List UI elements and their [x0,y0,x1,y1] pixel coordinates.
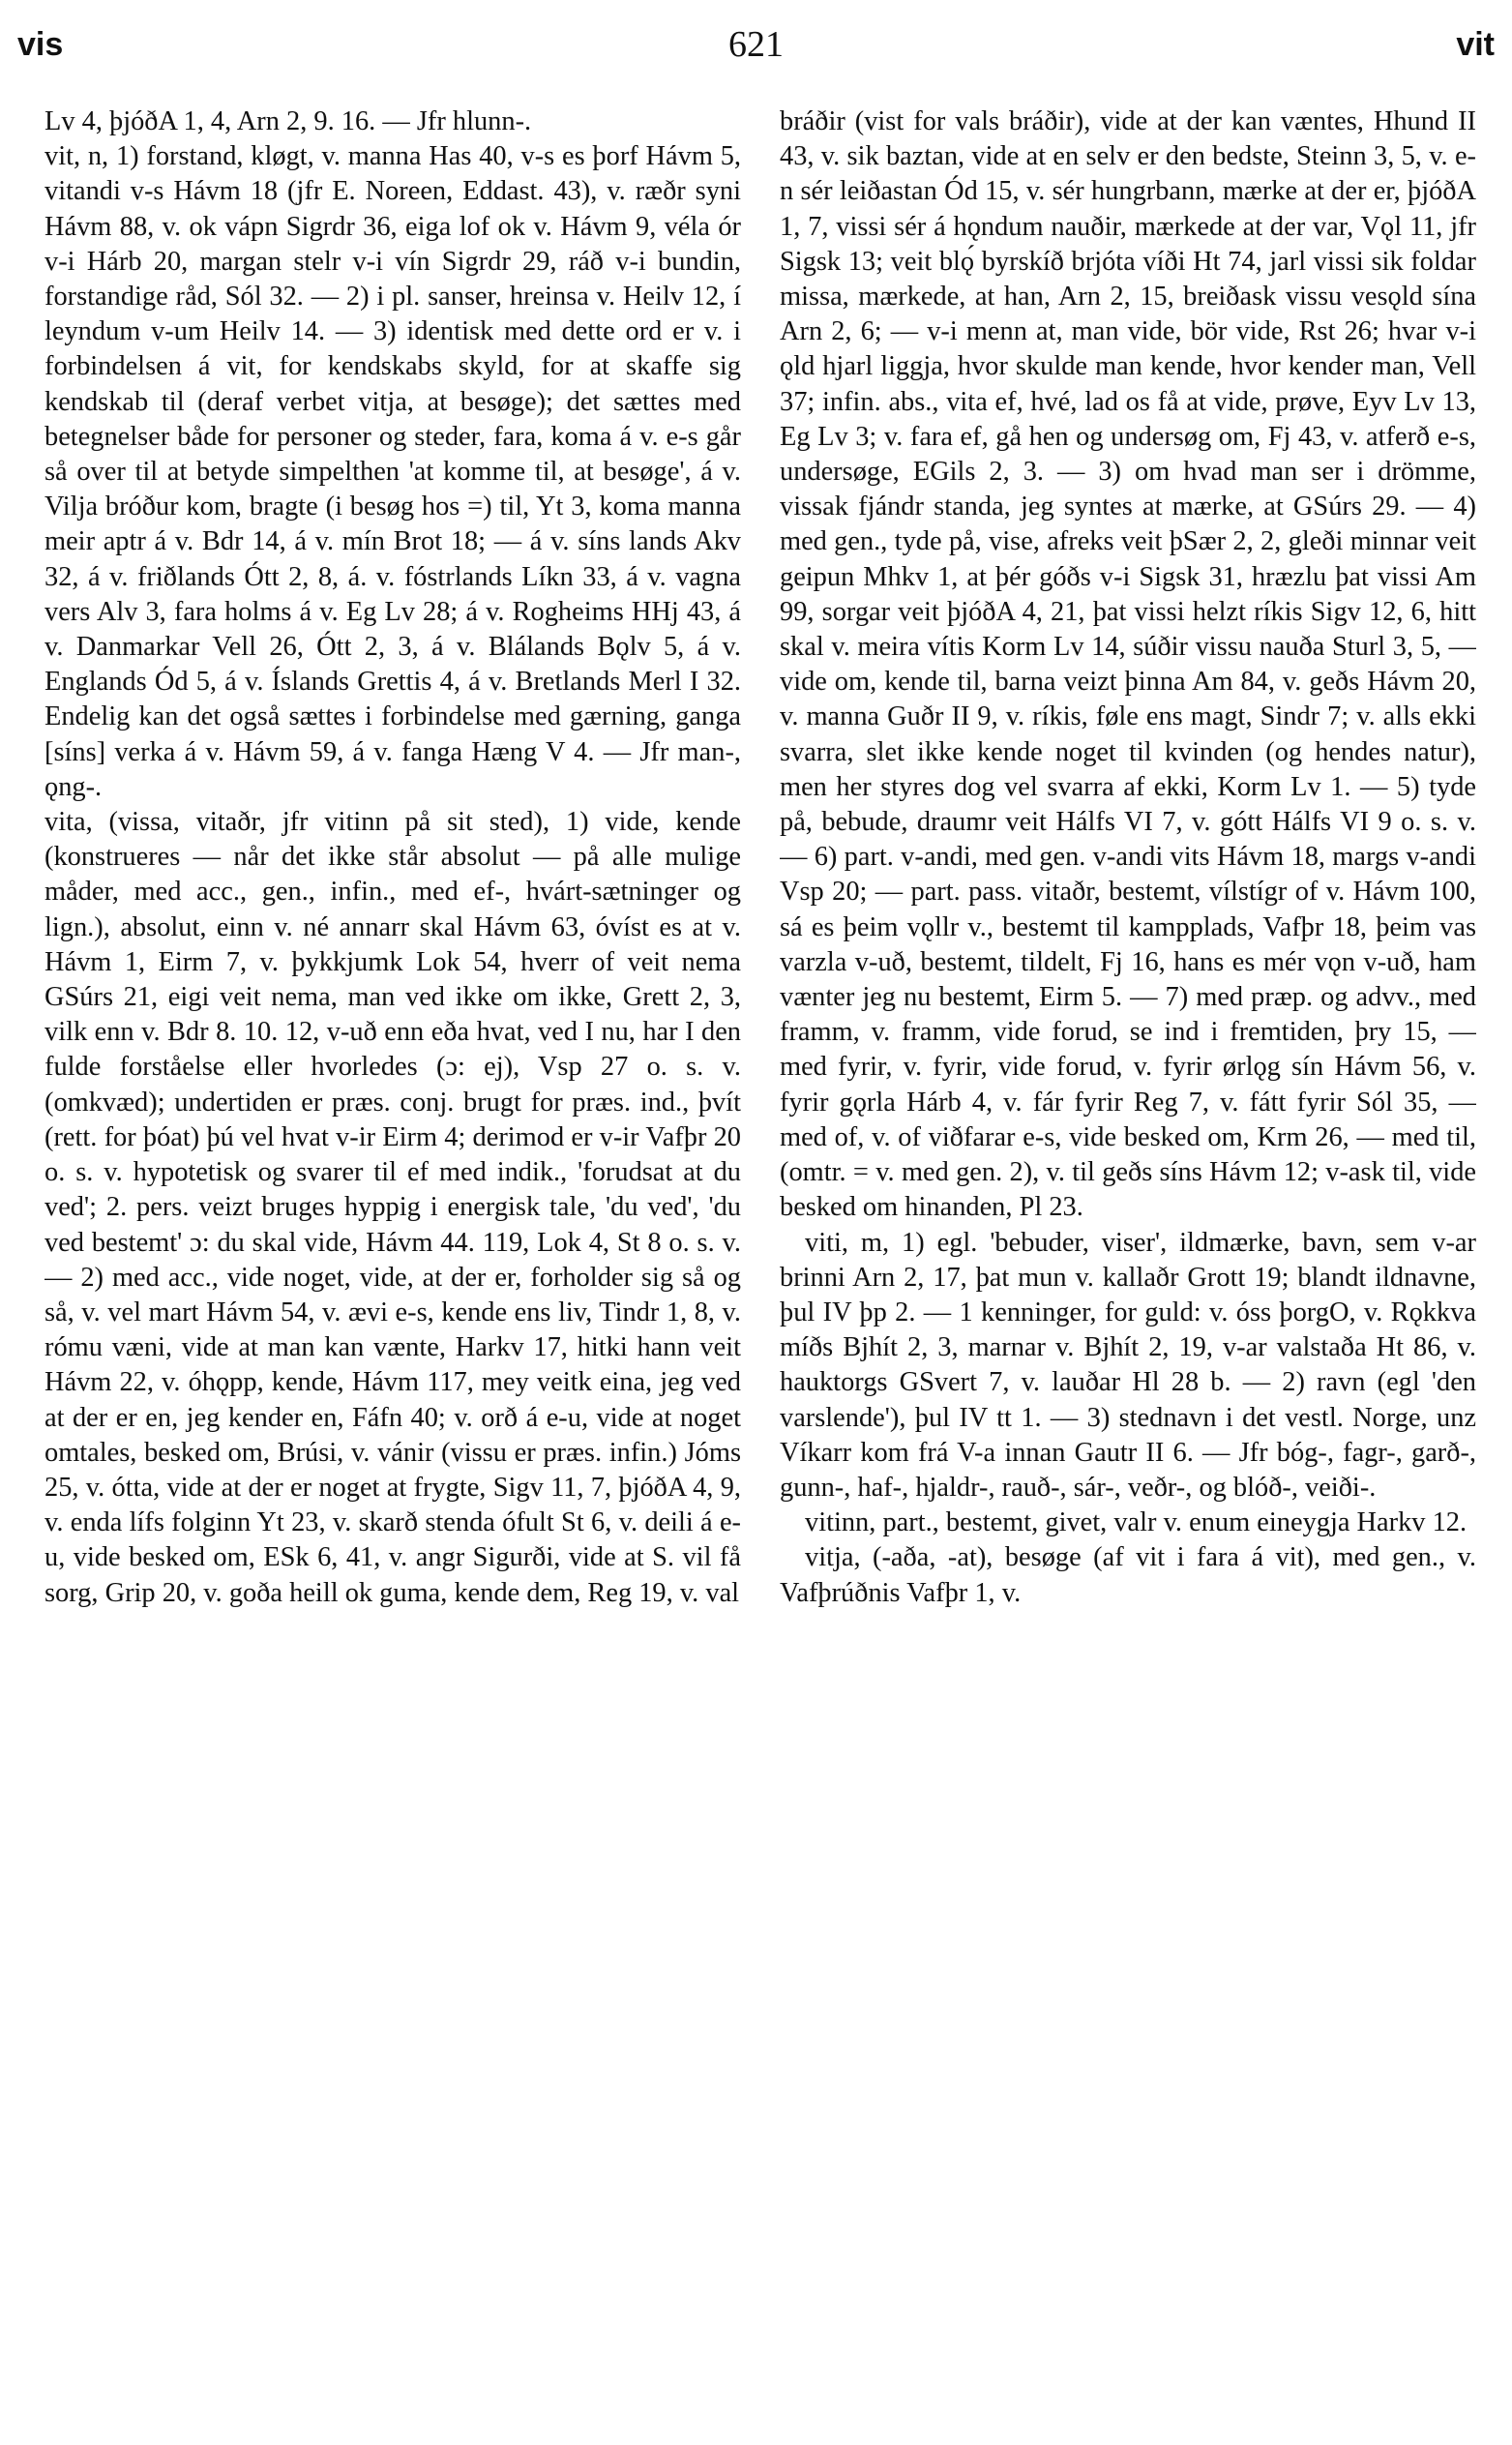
page-header [0,17,1512,72]
page-number: 621 [728,24,784,65]
entry-viti: viti, m, 1) egl. 'bebuder, viser', ildmærke, bavn, sem v-ar brinni Arn 2, 17, þat mun v. kallaðr Grott 19; blandt ildnavne, þul IV þp 2. — 1 kenninger, for guld: v. óss þorgO, v. Rǫkkva míðs Bjhít 2, 3, marnar v. Bjhít 2, 19, v-ar valstaða Ht 86, v. hauktorgs GSvert 7, v. lauðar Hl 28 b. — 2) ravn (egl 'den varslende'), þul IV tt 1. — 3) stednavn i det vestl. Norge, unz Víkarr kom frá V-a innan Gautr II 6. — Jfr bóg-, fagr-, garð-, gunn-, haf-, hjaldr-, rauð-, sár-, veðr-, og blóð-, veiði-. [780,1227,1476,1503]
entry-vita-continued: bráðir (vist for vals bráðir), vide at der kan væntes, Hhund II 43, v. sik baztan, vide at en selv er den bedste, Steinn 3, 5, v. e-n sér leiðastan Ód 15, v. sér hungrbann, mærke at der er, þjóðA 1, 7, vissi sér á hǫndum nauðir, mærkede at der var, Vǫl 11, jfr Sigsk 13; veit blǫ́ byrskíð brjóta víði Ht 74, jarl vissi sik foldar missa, mærkede, at han, Arn 2, 15, breiðask vissu vesǫld sína Arn 2, 6; — v-i menn at, man vide, bör vide, Rst 26; hvar v-i ǫld hjarl liggja, hvor skulde man kende, hvor kender man, Vell 37; infin. abs., vita ef, hvé, lad os få at vide, prøve, Eyv Lv 13, Eg Lv 3; v. fara ef, gå hen og undersøg om, Fj 43, v. atferð e-s, undersøge, EGils 2, 3. — 3) om hvad man ser i drömme, vissak fjándr standa, jeg syntes at mærke, at GSúrs 29. — 4) med gen., tyde på, vise, afreks veit þSær 2, 2, gleði minnar veit geipun Mhkv 1, at þér góðs v-i Sigsk 31, hræzlu þat vissi Am 99, sorgar veit þjóðA 4, 21, þat vissi helzt ríkis Sigv 12, 6, hitt skal v. meira vítis Korm Lv 14, súðir vissu nauða Sturl 3, 5, — vide om, kende til, barna veizt þinna Am 84, v. geðs Hávm 20, v. manna Guðr II 9, v. ríkis, føle ens magt, Sindr 7; v. alls ekki svarra, slet ikke kende noget til kvinden (og hendes natur), men her styres dog vel svarra af ekki, Korm Lv 1. — 5) tyde på, bebude, draumr veit Hálfs VI 7, v. gótt Hálfs VI 9 o. s. v. — 6) part. v-andi, med gen. v-andi vits Hávm 18, margs v-andi Vsp 20; — part. pass. vitaðr, bestemt, vílstígr of v. Hávm 100, sá es þeim vǫllr v., bestemt til kampplads, Vafþr 18, þeim vas varzla v-uð, bestemt, tildelt, Fj 16, hans es mér vǫn v-uð, ham vænter jeg nu bestemt, Eirm 5. — 7) med præp. og advv., med framm, v. framm, vide forud, se ind i fremtiden, þry 15, — med fyrir, v. fyrir, vide forud, v. fyrir ørlǫg sín Hávm 56, v. fyrir gǫrla Hárb 4, v. fár fyrir Reg 7, v. fátt fyrir Sól 35, — med of, v. of viðfarar e-s, vide besked om, Krm 26, — med til, (omtr. = v. med gen. 2), v. til geðs síns Hávm 12; v-ask til, vide besked om hinanden, Pl 23. [780,106,1476,1223]
header-right-guide-word: vit [1456,26,1495,63]
entry-vita: vita, (vissa, vitaðr, jfr vitinn på sit sted), 1) vide, kende (konstrueres — når det ikke står absolut — på alle mulige måder, med acc., gen., infin., med ef-, hvárt-sætninger og lign.), absolut, einn v. né annarr skal Hávm 63, óvíst es at v. Hávm 1, Eirm 7, v. þykkjumk Lok 54, hverr of veit nema GSúrs 21, eigi veit nema, man ved ikke om ikke, Grett 2, 3, vilk enn v. Bdr 8. 10. 12, v-uð enn eða hvat, ved I nu, har I den fulde forståelse eller hvorledes (ɔ: ej), Vsp 27 o. s. v. (omkvæd); undertiden er præs. conj. brugt for præs. ind., þvít (rett. for þóat) þú vel hvat v-ir Eirm 4; derimod er v-ir Vafþr 20 o. s. v. hypotetisk og svarer til ef med indik., 'forudsat at du ved'; 2. pers. veizt bruges hyppig i energisk tale, 'du ved', 'du ved bestemt' ɔ: du skal vide, Hávm 44. 119, Lok 4, St 8 o. s. v. — 2) med acc., vide noget, vide, at der er, forholder sig så og så, v. vel mart Hávm 54, v. ævi e-s, kende ens liv, Tindr 1, 8, v. rómu væni, vide at man kan vænte, Harkv 17, hitki hann veit Hávm 22, v. óhǫpp, kende, Hávm 117, mey veitk eina, jeg ved at der er en, jeg kender en, Fáfn 40; v. orð á e-u, vide at noget omtales, besked om, Brúsi, v. vánir (vissu er præs. infin.) Jóms 25, v. ótta, vide at der er noget at frygte, Sigv 11, 7, þjóðA 4, 9, v. enda lífs folginn Yt 23, v. skarð stenda ófult St 6, v. deili á e-u, vide besked om, ESk 6, 41, v. angr Sigurði, vide at S. vil få sorg, Grip 20, v. goða heill ok guma, kende dem, Reg 19, v. val [44,807,741,1608]
entry-vit: vit, n, 1) forstand, kløgt, v. manna Has 40, v-s es þorf Hávm 5, vitandi v-s Hávm 18 (jfr E. Noreen, Eddast. 43), v. ræðr syni Hávm 88, v. ok vápn Sigrdr 36, eiga lof ok v. Hávm 9, véla ór v-i Hárb 20, margan stelr v-i vín Sigrdr 29, ráð v-i bundin, forstandige råd, Sól 32. — 2) i pl. sanser, hreinsa v. Heilv 12, í leyndum v-um Heilv 14. — 3) identisk med dette ord er v. i forbindelsen á vit, for kendskabs skyld, for at skaffe sig kendskab til (deraf verbet vitja, at besøge); det sættes med betegnelser både for personer og steder, fara, koma á v. e-s går så over til at betyde simpelthen 'at komme til, at besøge', á v. Vilja bróður kom, bragte (i besøg hos =) til, Yt 3, koma manna meir aptr á v. Bdr 14, á v. mín Brot 18; — á v. síns lands Akv 32, á v. friðlands Ótt 2, 8, á. v. fóstrlands Líkn 33, á v. vagna vers Alv 3, fara holms á v. Eg Lv 28; á v. Rogheims HHj 43, á v. Danmarkar Vell 26, Ótt 2, 3, á v. Blálands Bǫlv 5, á v. Englands Ód 5, á v. Íslands Grettis 4, á v. Bretlands Merl I 32. Endelig kan det også sættes i forbindelse med gærning, ganga [síns] verka á v. Hávm 59, á v. fanga Hæng V 4. — Jfr man-, ǫng-. [44,141,741,802]
right-column [780,104,1476,2427]
entry-continuation: Lv 4, þjóðA 1, 4, Arn 2, 9. 16. — Jfr hlunn-. [44,106,532,136]
header-left-guide-word: vis [17,26,64,63]
left-column [44,104,741,2427]
entry-vitinn: vitinn, part., bestemt, givet, valr v. enum eineygja Harkv 12. [805,1507,1468,1538]
entry-vitja: vitja, (-aða, -at), besøge (af vit i fara á vit), med gen., v. Vafþrúðnis Vafþr 1, v. [780,1542,1476,1608]
